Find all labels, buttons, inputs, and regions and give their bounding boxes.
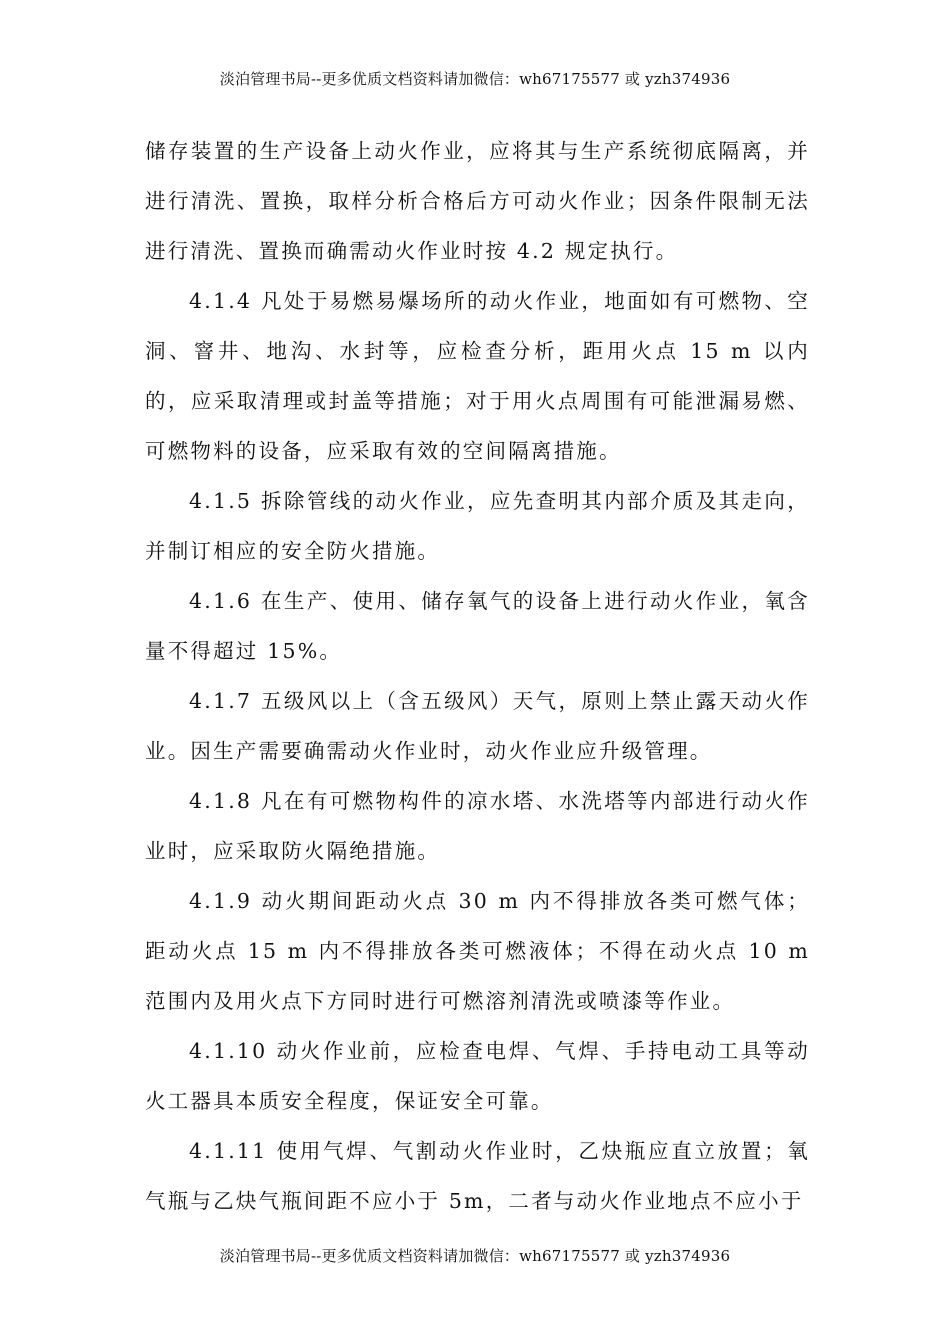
document-body bbox=[145, 126, 810, 1226]
paragraph-4-1-6: 4.1.6 在生产、使用、储存氧气的设备上进行动火作业，氧含量不得超过 15%。 bbox=[145, 589, 810, 663]
paragraph-4-1-8: 4.1.8 凡在有可燃物构件的凉水塔、水洗塔等内部进行动火作业时，应采取防火隔绝措施。 bbox=[145, 789, 810, 863]
paragraph-4-1-9: 4.1.9 动火期间距动火点 30 m 内不得排放各类可燃气体；距动火点 15 m 内不得排放各类可燃液体；不得在动火点 10 m 范围内及用火点下方同时进行可燃溶剂清洗或喷漆等作业。 bbox=[145, 889, 810, 1013]
paragraph-4-1-4: 4.1.4 凡处于易燃易爆场所的动火作业，地面如有可燃物、空洞、窨井、地沟、水封等，应检查分析，距用火点 15 m 以内的，应采取清理或封盖等措施；对于用火点周围有可能泄漏易燃、可燃物料的设备，应采取有效的空间隔离措施。 bbox=[145, 289, 810, 463]
paragraph-4-1-10: 4.1.10 动火作业前，应检查电焊、气焊、手持电动工具等动火工器具本质安全程度，保证安全可靠。 bbox=[145, 1039, 810, 1113]
paragraph-4-1-5: 4.1.5 拆除管线的动火作业，应先查明其内部介质及其走向，并制订相应的安全防火措施。 bbox=[145, 489, 810, 563]
page-footer: 淡泊管理书局--更多优质文档资料请加微信：wh67175577 或 yzh374936 bbox=[219, 1247, 731, 1265]
page-header: 淡泊管理书局--更多优质文档资料请加微信：wh67175577 或 yzh374936 bbox=[219, 70, 731, 88]
paragraph-4-1-7: 4.1.7 五级风以上（含五级风）天气，原则上禁止露天动火作业。因生产需要确需动火作业时，动火作业应升级管理。 bbox=[145, 689, 810, 763]
paragraph-continuation: 储存装置的生产设备上动火作业，应将其与生产系统彻底隔离，并进行清洗、置换，取样分析合格后方可动火作业；因条件限制无法进行清洗、置换而确需动火作业时按 4.2 规定执行。 bbox=[145, 139, 810, 263]
paragraph-4-1-11: 4.1.11 使用气焊、气割动火作业时，乙炔瓶应直立放置；氧气瓶与乙炔气瓶间距不应小于 5m，二者与动火作业地点不应小于 bbox=[145, 1139, 810, 1213]
